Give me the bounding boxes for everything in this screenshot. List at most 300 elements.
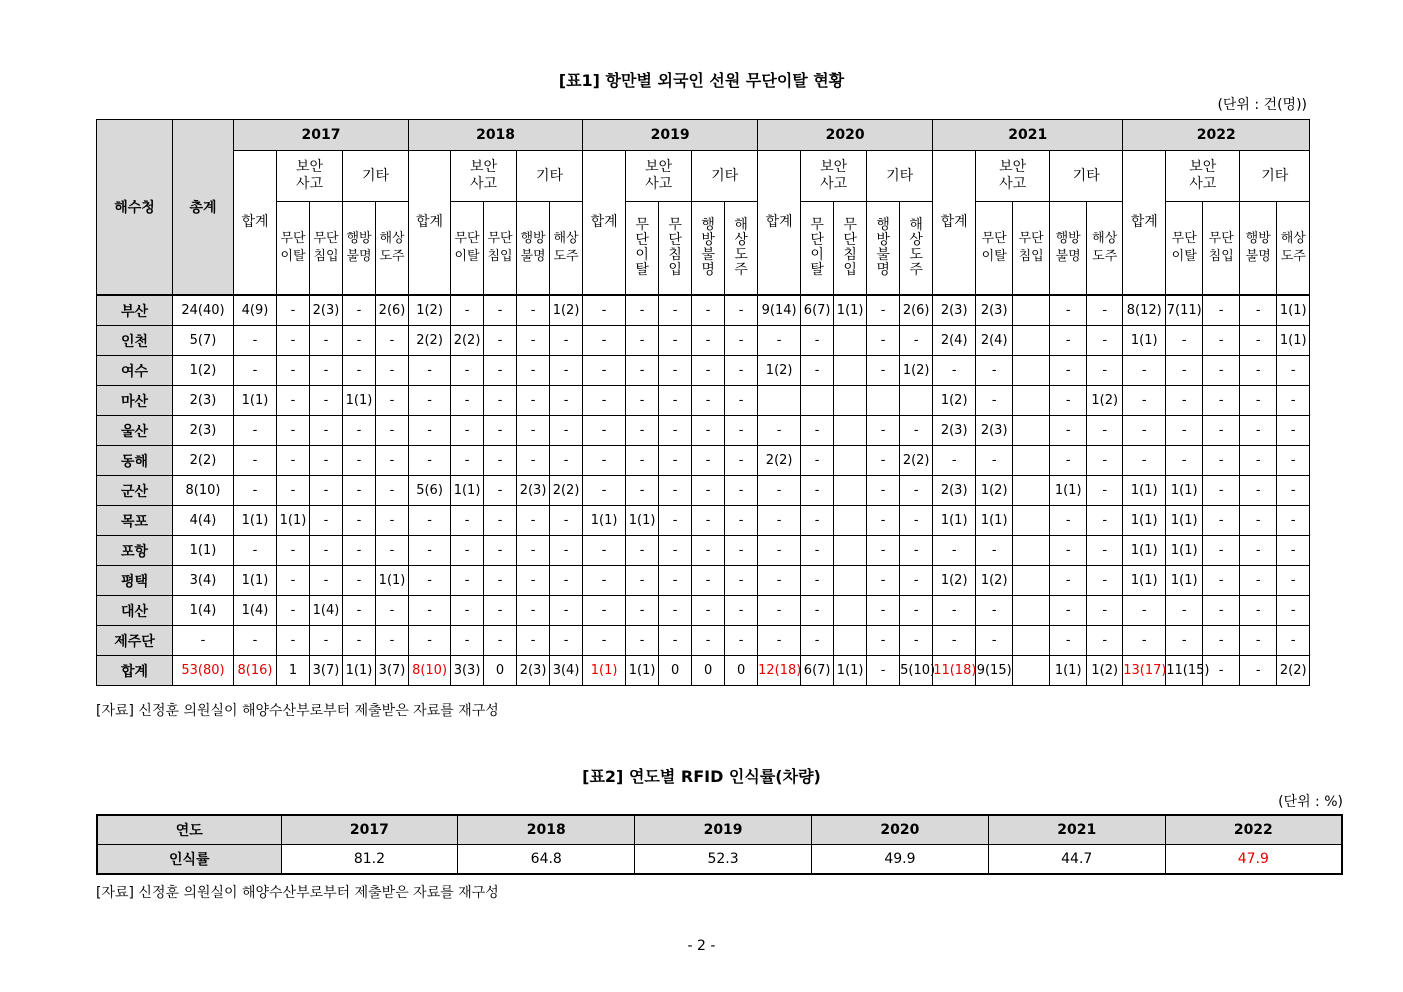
table1-cell: - bbox=[801, 536, 834, 566]
table1-cell: - bbox=[343, 536, 376, 566]
table1-cell: - bbox=[626, 326, 659, 356]
table1-cell: - bbox=[1240, 446, 1277, 476]
table1-cell: 1(1) bbox=[234, 506, 277, 536]
table1-cell: - bbox=[310, 386, 343, 416]
table1-cell: - bbox=[517, 386, 550, 416]
table1-cell bbox=[834, 356, 867, 386]
table1-cell: - bbox=[277, 476, 310, 506]
table1-cell: - bbox=[484, 626, 517, 656]
table1-title: [표1] 항만별 외국인 선원 무단이탈 현황 bbox=[558, 71, 845, 90]
region-name: 인천 bbox=[97, 326, 173, 356]
category-header: 행 방 불 명 bbox=[692, 202, 725, 296]
table1-cell: 4(9) bbox=[234, 295, 277, 326]
table1-cell: - bbox=[659, 566, 692, 596]
table1-cell: 1(2) bbox=[173, 356, 234, 386]
table1-cell: - bbox=[484, 476, 517, 506]
table1-cell: 3(7) bbox=[310, 656, 343, 686]
table1-cell: 1(1) bbox=[343, 386, 376, 416]
table1-cell: - bbox=[409, 596, 451, 626]
table1-cell: - bbox=[1166, 386, 1203, 416]
table1-cell: - bbox=[801, 506, 834, 536]
table1-cell: 2(3) bbox=[517, 476, 550, 506]
table1-cell: 1(1) bbox=[1050, 476, 1087, 506]
table1-cell: - bbox=[409, 566, 451, 596]
table1-cell: 24(40) bbox=[173, 295, 234, 326]
year-header: 2022 bbox=[1123, 120, 1310, 151]
category-header: 무단 침입 bbox=[484, 202, 517, 296]
table1-cell: - bbox=[583, 566, 626, 596]
table2-value: 64.8 bbox=[458, 845, 635, 875]
table1-cell: - bbox=[725, 596, 758, 626]
table1-cell: 2(3) bbox=[933, 476, 976, 506]
table1-cell: - bbox=[725, 386, 758, 416]
table1-cell: - bbox=[376, 416, 409, 446]
table1-cell: - bbox=[234, 626, 277, 656]
table1-cell: - bbox=[1240, 536, 1277, 566]
table1-cell: - bbox=[277, 626, 310, 656]
table1-total-row bbox=[97, 656, 1310, 686]
table1-cell: - bbox=[173, 626, 234, 656]
category-header: 해상 도주 bbox=[1087, 202, 1123, 296]
table1-cell: - bbox=[277, 386, 310, 416]
table1-cell: - bbox=[451, 446, 484, 476]
table1-cell: 2(3) bbox=[310, 295, 343, 326]
table1-cell: - bbox=[867, 295, 900, 326]
table1-cell: - bbox=[376, 326, 409, 356]
table2-year: 2022 bbox=[1165, 815, 1342, 845]
table1-cell: - bbox=[900, 416, 933, 446]
table1-cell: - bbox=[550, 326, 583, 356]
table1-cell: - bbox=[451, 596, 484, 626]
table1-cell: 2(3) bbox=[933, 295, 976, 326]
table1-cell: - bbox=[1123, 446, 1166, 476]
table1-cell: - bbox=[1050, 626, 1087, 656]
table1-cell: - bbox=[583, 446, 626, 476]
table1-cell: - bbox=[550, 416, 583, 446]
table1-cell: - bbox=[376, 536, 409, 566]
table1-cell: - bbox=[1240, 596, 1277, 626]
table1-cell: 1(2) bbox=[976, 566, 1013, 596]
table1-cell: - bbox=[1277, 356, 1310, 386]
table1-cell: 2(2) bbox=[173, 446, 234, 476]
table1-cell: - bbox=[725, 566, 758, 596]
table1-cell: - bbox=[1087, 326, 1123, 356]
table1-cell: - bbox=[1050, 416, 1087, 446]
other-header: 기타 bbox=[692, 151, 758, 202]
table1-cell: - bbox=[725, 476, 758, 506]
table1-cell: - bbox=[867, 506, 900, 536]
table1-row bbox=[97, 626, 1310, 656]
table1-cell: 2(3) bbox=[976, 295, 1013, 326]
table1-cell: - bbox=[550, 446, 583, 476]
table1-cell: 1(2) bbox=[1087, 386, 1123, 416]
table1-cell: - bbox=[626, 386, 659, 416]
table1-cell: - bbox=[1203, 356, 1240, 386]
table1-cell: - bbox=[725, 295, 758, 326]
category-header: 무 단 이 탈 bbox=[626, 202, 659, 296]
table1-cell: - bbox=[1123, 416, 1166, 446]
table1-cell: - bbox=[451, 386, 484, 416]
table1-cell: 1(1) bbox=[583, 506, 626, 536]
table1-cell: - bbox=[1087, 416, 1123, 446]
table1-cell: - bbox=[725, 536, 758, 566]
table1-cell: 2(4) bbox=[933, 326, 976, 356]
table1-cell: - bbox=[409, 626, 451, 656]
table1-cell bbox=[834, 536, 867, 566]
table1-cell: 3(4) bbox=[173, 566, 234, 596]
region-name: 군산 bbox=[97, 476, 173, 506]
table1-cell: - bbox=[376, 386, 409, 416]
table1-cell: - bbox=[451, 295, 484, 326]
table1-cell: - bbox=[1203, 596, 1240, 626]
table1-cell: 2(3) bbox=[933, 416, 976, 446]
table1-cell: 2(6) bbox=[900, 295, 933, 326]
table1-cell: 1(1) bbox=[277, 506, 310, 536]
category-header: 행방 불명 bbox=[1050, 202, 1087, 296]
table1-cell: - bbox=[583, 326, 626, 356]
table1-cell: - bbox=[1277, 476, 1310, 506]
category-header: 무단 이탈 bbox=[976, 202, 1013, 296]
table1-cell: 1(2) bbox=[1087, 656, 1123, 686]
category-header: 해상 도주 bbox=[376, 202, 409, 296]
table1-cell: - bbox=[234, 326, 277, 356]
table1-cell: - bbox=[1050, 536, 1087, 566]
table1-cell: 11(18) bbox=[933, 656, 976, 686]
table1-cell: - bbox=[1123, 596, 1166, 626]
table1-cell: 2(4) bbox=[976, 326, 1013, 356]
table1-cell: - bbox=[550, 506, 583, 536]
table1-cell: - bbox=[451, 506, 484, 536]
table1-cell: - bbox=[626, 596, 659, 626]
category-header: 무단 침입 bbox=[1203, 202, 1240, 296]
table1-cell: - bbox=[692, 356, 725, 386]
table1-cell: - bbox=[758, 476, 801, 506]
table1-cell: - bbox=[801, 476, 834, 506]
table1-cell: - bbox=[1087, 626, 1123, 656]
table1-cell bbox=[1013, 356, 1050, 386]
table2-year: 2020 bbox=[811, 815, 988, 845]
table2-title: [표2] 연도별 RFID 인식률(차량) bbox=[582, 767, 821, 786]
table1-cell: - bbox=[550, 386, 583, 416]
table1-cell: - bbox=[1240, 356, 1277, 386]
table1-cell: 11(15) bbox=[1166, 656, 1203, 686]
table1-cell: - bbox=[484, 536, 517, 566]
table1-cell: - bbox=[801, 626, 834, 656]
table1-cell: - bbox=[1277, 566, 1310, 596]
table1-cell: - bbox=[484, 326, 517, 356]
table1-cell: 1(1) bbox=[626, 656, 659, 686]
region-name: 부산 bbox=[97, 295, 173, 326]
table1-cell: - bbox=[1087, 356, 1123, 386]
table1-cell: - bbox=[801, 446, 834, 476]
table1-cell: - bbox=[933, 536, 976, 566]
table1-cell: - bbox=[900, 506, 933, 536]
other-header: 기타 bbox=[1050, 151, 1123, 202]
table1-cell: - bbox=[725, 326, 758, 356]
table1-cell: - bbox=[900, 326, 933, 356]
table1-cell: - bbox=[626, 356, 659, 386]
table1-cell: - bbox=[1277, 596, 1310, 626]
table1-cell: 2(2) bbox=[1277, 656, 1310, 686]
table1-cell: - bbox=[451, 566, 484, 596]
region-name: 울산 bbox=[97, 416, 173, 446]
table1-cell: 2(2) bbox=[550, 476, 583, 506]
table1-cell: - bbox=[867, 326, 900, 356]
table1-cell: - bbox=[277, 536, 310, 566]
table1-cell: 1(4) bbox=[310, 596, 343, 626]
table1-cell: - bbox=[626, 476, 659, 506]
table1-row bbox=[97, 295, 1310, 326]
table1-cell: - bbox=[659, 326, 692, 356]
table1-cell: - bbox=[583, 596, 626, 626]
region-name: 목포 bbox=[97, 506, 173, 536]
table1-cell: - bbox=[933, 596, 976, 626]
table1-cell: - bbox=[801, 416, 834, 446]
table1-cell: - bbox=[1203, 446, 1240, 476]
category-header: 무단 이탈 bbox=[451, 202, 484, 296]
table1-cell: 1(2) bbox=[409, 295, 451, 326]
table1-cell: 2(2) bbox=[451, 326, 484, 356]
table1-cell: 1(2) bbox=[976, 476, 1013, 506]
table1-source: [자료] 신정훈 의원실이 해양수산부로부터 제출받은 자료를 재구성 bbox=[96, 703, 499, 719]
table1-cell: - bbox=[659, 476, 692, 506]
other-header: 기타 bbox=[517, 151, 583, 202]
total-column-header: 총계 bbox=[173, 120, 234, 296]
table1-cell: - bbox=[550, 626, 583, 656]
table1-cell: - bbox=[451, 536, 484, 566]
table1-cell: - bbox=[517, 446, 550, 476]
table1-cell: - bbox=[343, 626, 376, 656]
table1-cell: - bbox=[626, 536, 659, 566]
table1-cell: 3(7) bbox=[376, 656, 409, 686]
table1-cell bbox=[758, 386, 801, 416]
table1-cell: 5(7) bbox=[173, 326, 234, 356]
table1-cell bbox=[900, 386, 933, 416]
table1-cell: - bbox=[310, 356, 343, 386]
table1-cell: - bbox=[1050, 566, 1087, 596]
table1-cell: - bbox=[1240, 566, 1277, 596]
table1-cell: - bbox=[1166, 446, 1203, 476]
table1-cell: - bbox=[626, 626, 659, 656]
table1-cell: - bbox=[234, 476, 277, 506]
table1-row bbox=[97, 416, 1310, 446]
category-header: 해 상 도 주 bbox=[725, 202, 758, 296]
table1-cell: 1(1) bbox=[834, 295, 867, 326]
table1-cell: 1(2) bbox=[758, 356, 801, 386]
table1-cell: - bbox=[659, 356, 692, 386]
table1-cell: - bbox=[900, 626, 933, 656]
page-number: - 2 - bbox=[687, 938, 716, 954]
table1-cell: - bbox=[1240, 476, 1277, 506]
table1-cell: - bbox=[517, 536, 550, 566]
year-header: 2021 bbox=[933, 120, 1123, 151]
table1-cell: - bbox=[310, 476, 343, 506]
table2-year: 2017 bbox=[281, 815, 458, 845]
table1-cell bbox=[1013, 416, 1050, 446]
table1-cell: 2(2) bbox=[758, 446, 801, 476]
table1-cell: 1(1) bbox=[626, 506, 659, 536]
table1-cell: - bbox=[517, 416, 550, 446]
table1-cell: - bbox=[310, 446, 343, 476]
table1-cell: - bbox=[692, 386, 725, 416]
category-header: 무 단 침 입 bbox=[834, 202, 867, 296]
table1-header-row bbox=[97, 151, 1310, 202]
table1-cell: 1(1) bbox=[1050, 656, 1087, 686]
table1-cell: - bbox=[758, 326, 801, 356]
other-header: 기타 bbox=[1240, 151, 1310, 202]
table1-cell: - bbox=[801, 566, 834, 596]
table1-cell: - bbox=[484, 295, 517, 326]
region-name: 포항 bbox=[97, 536, 173, 566]
table1-cell: - bbox=[1240, 626, 1277, 656]
table1-cell: 1(1) bbox=[234, 386, 277, 416]
table1-cell: - bbox=[277, 446, 310, 476]
table1-row bbox=[97, 536, 1310, 566]
table1-cell: - bbox=[409, 446, 451, 476]
table1-row bbox=[97, 326, 1310, 356]
table1-cell: - bbox=[1203, 416, 1240, 446]
year-header: 2018 bbox=[409, 120, 583, 151]
table1-cell bbox=[1013, 566, 1050, 596]
table1-cell: - bbox=[1277, 386, 1310, 416]
table1-cell: - bbox=[343, 446, 376, 476]
table1-cell: - bbox=[583, 416, 626, 446]
table1-cell: - bbox=[517, 356, 550, 386]
table1-cell: 12(18) bbox=[758, 656, 801, 686]
table1-cell: - bbox=[376, 596, 409, 626]
table1-cell bbox=[834, 446, 867, 476]
table1-cell: 1(1) bbox=[234, 566, 277, 596]
category-header: 무 단 침 입 bbox=[659, 202, 692, 296]
table1-cell: - bbox=[409, 356, 451, 386]
table1-cell: 1(2) bbox=[900, 356, 933, 386]
subtotal-header: 합계 bbox=[933, 151, 976, 296]
subtotal-header: 합계 bbox=[1123, 151, 1166, 296]
table1-cell: - bbox=[1166, 596, 1203, 626]
table1-cell: - bbox=[1203, 626, 1240, 656]
table1-cell: 2(2) bbox=[409, 326, 451, 356]
table1-cell: - bbox=[277, 566, 310, 596]
table1-cell: 2(3) bbox=[173, 386, 234, 416]
table1-cell: - bbox=[758, 506, 801, 536]
table1-cell: - bbox=[659, 416, 692, 446]
table1-cell: 1(1) bbox=[1277, 326, 1310, 356]
table1-cell: - bbox=[343, 476, 376, 506]
table1-cell: - bbox=[343, 566, 376, 596]
table1-cell: - bbox=[277, 416, 310, 446]
table2-row-label: 인식률 bbox=[97, 845, 281, 875]
table1-cell: 1 bbox=[277, 656, 310, 686]
table1-cell: 1(1) bbox=[1166, 566, 1203, 596]
table1-cell bbox=[1013, 476, 1050, 506]
table1-cell: - bbox=[867, 626, 900, 656]
table1-cell: - bbox=[517, 566, 550, 596]
table1-cell: - bbox=[900, 596, 933, 626]
table1-cell: 1(1) bbox=[451, 476, 484, 506]
table1-cell: 1(2) bbox=[550, 295, 583, 326]
table1-cell: - bbox=[1087, 596, 1123, 626]
table2-value: 44.7 bbox=[988, 845, 1165, 875]
table1-cell: - bbox=[1277, 416, 1310, 446]
category-header: 무단 침입 bbox=[310, 202, 343, 296]
table1-cell: 1(1) bbox=[583, 656, 626, 686]
table1-row bbox=[97, 566, 1310, 596]
category-header: 해상 도주 bbox=[1277, 202, 1310, 296]
table1-cell: - bbox=[1166, 356, 1203, 386]
category-header: 무단 이탈 bbox=[1166, 202, 1203, 296]
table1-cell: 1(1) bbox=[976, 506, 1013, 536]
region-column-header: 해수청 bbox=[97, 120, 173, 296]
table2-unit: (단위 : %) bbox=[1278, 794, 1343, 810]
table1-cell: - bbox=[310, 506, 343, 536]
table1-cell: - bbox=[234, 356, 277, 386]
table1-cell: - bbox=[310, 626, 343, 656]
table1-cell: 5(6) bbox=[409, 476, 451, 506]
table1-cell: - bbox=[343, 326, 376, 356]
table1-cell: 1(1) bbox=[1123, 476, 1166, 506]
table1-cell: - bbox=[343, 506, 376, 536]
table1-cell: - bbox=[692, 536, 725, 566]
table1-cell: - bbox=[310, 416, 343, 446]
table1-cell: - bbox=[900, 536, 933, 566]
table1-cell: 2(3) bbox=[517, 656, 550, 686]
table1-cell: 6(7) bbox=[801, 656, 834, 686]
table1-cell: - bbox=[1087, 506, 1123, 536]
table1-cell: - bbox=[659, 626, 692, 656]
table1-cell: - bbox=[725, 356, 758, 386]
table1-cell: 53(80) bbox=[173, 656, 234, 686]
table1-cell: - bbox=[659, 295, 692, 326]
table1-cell: - bbox=[583, 356, 626, 386]
category-header: 행방 불명 bbox=[343, 202, 376, 296]
table1-cell: - bbox=[277, 295, 310, 326]
category-header: 행방 불명 bbox=[517, 202, 550, 296]
table1-cell: - bbox=[1240, 295, 1277, 326]
table2-value: 52.3 bbox=[635, 845, 812, 875]
table1-cell: 1(1) bbox=[1166, 506, 1203, 536]
table1-cell bbox=[1013, 596, 1050, 626]
table1-cell: - bbox=[976, 446, 1013, 476]
table1-cell: - bbox=[692, 506, 725, 536]
table1-cell: 8(16) bbox=[234, 656, 277, 686]
table1-cell bbox=[1013, 386, 1050, 416]
table1-cell: 1(1) bbox=[1166, 476, 1203, 506]
table1-cell: - bbox=[550, 566, 583, 596]
region-name: 마산 bbox=[97, 386, 173, 416]
region-name: 평택 bbox=[97, 566, 173, 596]
table1-cell: - bbox=[517, 596, 550, 626]
category-header: 해 상 도 주 bbox=[900, 202, 933, 296]
table2-year: 2018 bbox=[458, 815, 635, 845]
table1-cell: - bbox=[343, 295, 376, 326]
table1-cell: - bbox=[976, 596, 1013, 626]
table1-cell: - bbox=[626, 295, 659, 326]
table1-cell: - bbox=[1203, 295, 1240, 326]
table1-cell bbox=[867, 386, 900, 416]
rfid-rate-table bbox=[96, 814, 1343, 875]
table1-cell: - bbox=[277, 356, 310, 386]
table1-cell: - bbox=[484, 386, 517, 416]
table1-cell: - bbox=[343, 356, 376, 386]
table1-cell: - bbox=[1203, 326, 1240, 356]
table1-cell: 1(2) bbox=[933, 566, 976, 596]
table1-cell: 4(4) bbox=[173, 506, 234, 536]
table1-cell: 8(12) bbox=[1123, 295, 1166, 326]
year-header: 2019 bbox=[583, 120, 758, 151]
security-incident-header: 보안 사고 bbox=[976, 151, 1050, 202]
table1-cell: 1(1) bbox=[173, 536, 234, 566]
table1-cell: 2(3) bbox=[976, 416, 1013, 446]
